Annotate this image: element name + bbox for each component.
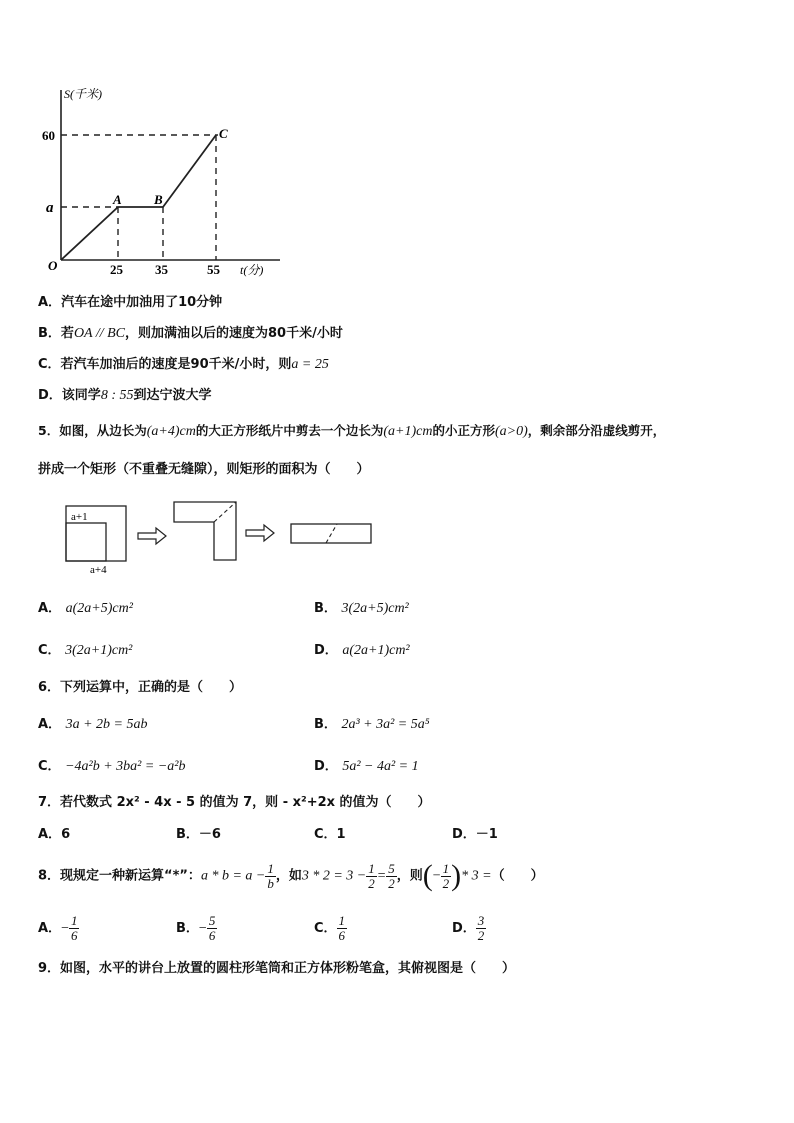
denominator: 2 <box>388 875 395 891</box>
stem-math: (a+1)cm <box>383 424 433 439</box>
option-letter: D． <box>452 921 476 936</box>
stem-text: （ ） <box>491 868 544 884</box>
option-letter: D． <box>452 827 476 842</box>
option-value: 6 <box>61 827 71 842</box>
option-letter: D． <box>314 643 338 658</box>
option-letter: A． <box>38 921 62 936</box>
q7-option-b[interactable] <box>176 823 221 842</box>
option-math: OA // BC <box>73 326 126 341</box>
minus-sign: − <box>432 868 441 884</box>
option-letter: A． <box>38 717 62 732</box>
option-value: －6 <box>198 827 221 842</box>
y-axis-label: S(千米) <box>64 87 102 101</box>
denominator: 6 <box>70 928 78 943</box>
option-text: 到达宁波大学 <box>133 388 212 403</box>
fraction <box>207 914 218 943</box>
numerator: 1 <box>70 913 78 928</box>
option-math: 2a³ + 3a² = 5a⁵ <box>341 717 430 732</box>
arrow-icon <box>246 525 274 541</box>
numerator: 3 <box>477 913 485 928</box>
x-tick-55: 55 <box>207 262 220 277</box>
paren-open: ( <box>422 859 433 892</box>
option-letter: B． <box>176 921 199 936</box>
fraction <box>265 862 276 891</box>
option-math: 3(2a+5)cm² <box>341 601 409 616</box>
option-text: 若汽车加油后的速度是90千米/小时，则 <box>60 357 292 372</box>
q6-stem: 6．下列运算中，正确的是（ ） <box>38 680 243 695</box>
fraction <box>441 862 452 891</box>
denominator: 2 <box>368 875 375 891</box>
option-sign: − <box>198 921 207 936</box>
stem-math: (a>0) <box>494 424 528 439</box>
q9-stem: 9．如图，水平的讲台上放置的圆柱形笔筒和正方体形粉笔盒，其俯视图是（ ） <box>38 961 516 976</box>
option-math: −4a²b + 3ba² = −a²b <box>65 759 186 774</box>
numerator: 1 <box>338 913 346 928</box>
option-math: 8 : 55 <box>100 388 134 403</box>
denominator: 6 <box>338 928 346 943</box>
option-letter: A． <box>38 827 62 842</box>
x-axis-label: t(分) <box>240 263 264 277</box>
fraction <box>337 914 348 943</box>
stem-text: ，如 <box>275 868 302 884</box>
option-text: 若 <box>60 326 74 341</box>
stem-text: 的小正方形 <box>432 423 495 438</box>
option-letter: A． <box>38 295 62 310</box>
option-math: 3a + 2b = 5ab <box>65 717 148 732</box>
numerator: 1 <box>442 860 450 876</box>
y-tick-a: a <box>46 200 54 216</box>
numerator: 5 <box>388 860 395 876</box>
denominator: 2 <box>442 875 450 891</box>
option-text: 该同学 <box>61 388 101 403</box>
option-sign: − <box>61 921 69 936</box>
stem-math: (a+4)cm <box>146 424 196 439</box>
q5-stem-line1 <box>38 421 665 440</box>
q8-option-b[interactable] <box>176 910 217 948</box>
stem-math: * 3 = <box>461 868 492 884</box>
l-shape-cut <box>214 502 236 522</box>
q7-stem: 7．若代数式 2x² - 4x - 5 的值为 7，则 - x²+2x 的值为（ ） <box>38 795 431 810</box>
label-a-plus-4: a+4 <box>90 564 107 576</box>
option-letter: D． <box>38 388 62 403</box>
q8-option-c[interactable] <box>314 910 347 948</box>
numerator: 5 <box>208 913 216 928</box>
option-math: a(2a+5)cm² <box>65 601 133 616</box>
journey-line <box>61 135 216 260</box>
q8-option-d[interactable] <box>452 910 486 948</box>
option-math: a = 25 <box>291 357 329 372</box>
q7-option-c[interactable] <box>314 823 346 842</box>
option-value: 1 <box>336 827 346 842</box>
q4-option-d[interactable] <box>38 384 212 404</box>
fraction <box>386 862 397 891</box>
x-tick-35: 35 <box>155 262 168 277</box>
option-math: 3(2a+1)cm² <box>65 643 133 658</box>
stem-text: ，剩余部分沿虚线剪开， <box>527 423 666 438</box>
denominator: 6 <box>208 928 216 943</box>
arrow-icon <box>138 528 166 544</box>
q5-option-d[interactable] <box>314 639 410 659</box>
q6-option-a[interactable] <box>38 713 148 733</box>
option-letter: C． <box>314 921 337 936</box>
q5-option-c[interactable] <box>38 639 132 659</box>
question-number: 5． <box>38 423 60 438</box>
point-c-label: C <box>219 126 228 141</box>
label-a-plus-1: a+1 <box>71 511 88 523</box>
stem-math: = <box>376 868 387 884</box>
option-letter: C． <box>38 759 61 774</box>
q7-option-d[interactable] <box>452 823 498 842</box>
denominator: 2 <box>477 928 485 943</box>
distance-time-graph <box>40 80 300 280</box>
option-letter: B． <box>314 601 337 616</box>
question-number: 8． <box>38 868 61 884</box>
option-letter: C． <box>38 643 61 658</box>
q5-stem-line2: 拼成一个矩形（不重叠无缝隙），则矩形的面积为（ ） <box>38 462 370 477</box>
paren-close: ) <box>451 859 462 892</box>
q4-option-b[interactable] <box>38 322 343 342</box>
point-b-label: B <box>154 192 163 207</box>
q8-stem <box>38 856 544 897</box>
denominator: b <box>267 875 274 891</box>
option-letter: C． <box>314 827 337 842</box>
q4-option-a[interactable] <box>38 291 222 310</box>
q6-option-b[interactable] <box>314 713 430 733</box>
stem-text: ，则 <box>396 868 423 884</box>
fraction <box>476 914 487 943</box>
point-a-label: A <box>113 192 122 207</box>
small-square <box>66 523 106 561</box>
numerator: 1 <box>368 860 375 876</box>
option-letter: D． <box>314 759 338 774</box>
rectangle-cut <box>326 524 337 543</box>
option-value: －1 <box>475 827 498 842</box>
y-tick-60: 60 <box>42 128 55 143</box>
fraction <box>366 862 377 891</box>
q7-option-a[interactable] <box>38 823 70 842</box>
option-letter: B． <box>38 326 61 341</box>
stem-text: 的大正方形纸片中剪去一个边长为 <box>195 423 384 438</box>
option-text: ，则加满油以后的速度为80千米/小时 <box>125 326 343 341</box>
option-letter: B． <box>176 827 199 842</box>
option-math: a(2a+1)cm² <box>342 643 410 658</box>
q5-option-b[interactable] <box>314 597 409 617</box>
q5-option-a[interactable] <box>38 597 133 617</box>
q5-figure <box>50 498 380 578</box>
stem-math: a * b = a − <box>200 868 266 884</box>
option-letter: B． <box>314 717 337 732</box>
fraction <box>69 914 80 943</box>
option-letter: A． <box>38 601 62 616</box>
option-text: 汽车在途中加油用了10分钟 <box>61 295 223 310</box>
numerator: 1 <box>267 860 274 876</box>
option-letter: C． <box>38 357 61 372</box>
q8-option-a[interactable] <box>38 910 79 948</box>
stem-math: 3 * 2 = 3 − <box>301 868 367 884</box>
x-tick-25: 25 <box>110 262 123 277</box>
stem-text: 现规定一种新运算“*”： <box>60 868 201 884</box>
stem-text: 如图，从边长为 <box>59 423 147 438</box>
option-math: 5a² − 4a² = 1 <box>342 759 419 774</box>
origin-label: O <box>48 258 58 273</box>
q4-option-c[interactable] <box>38 353 329 373</box>
q6-option-c[interactable] <box>38 755 185 775</box>
q6-option-d[interactable] <box>314 755 419 775</box>
